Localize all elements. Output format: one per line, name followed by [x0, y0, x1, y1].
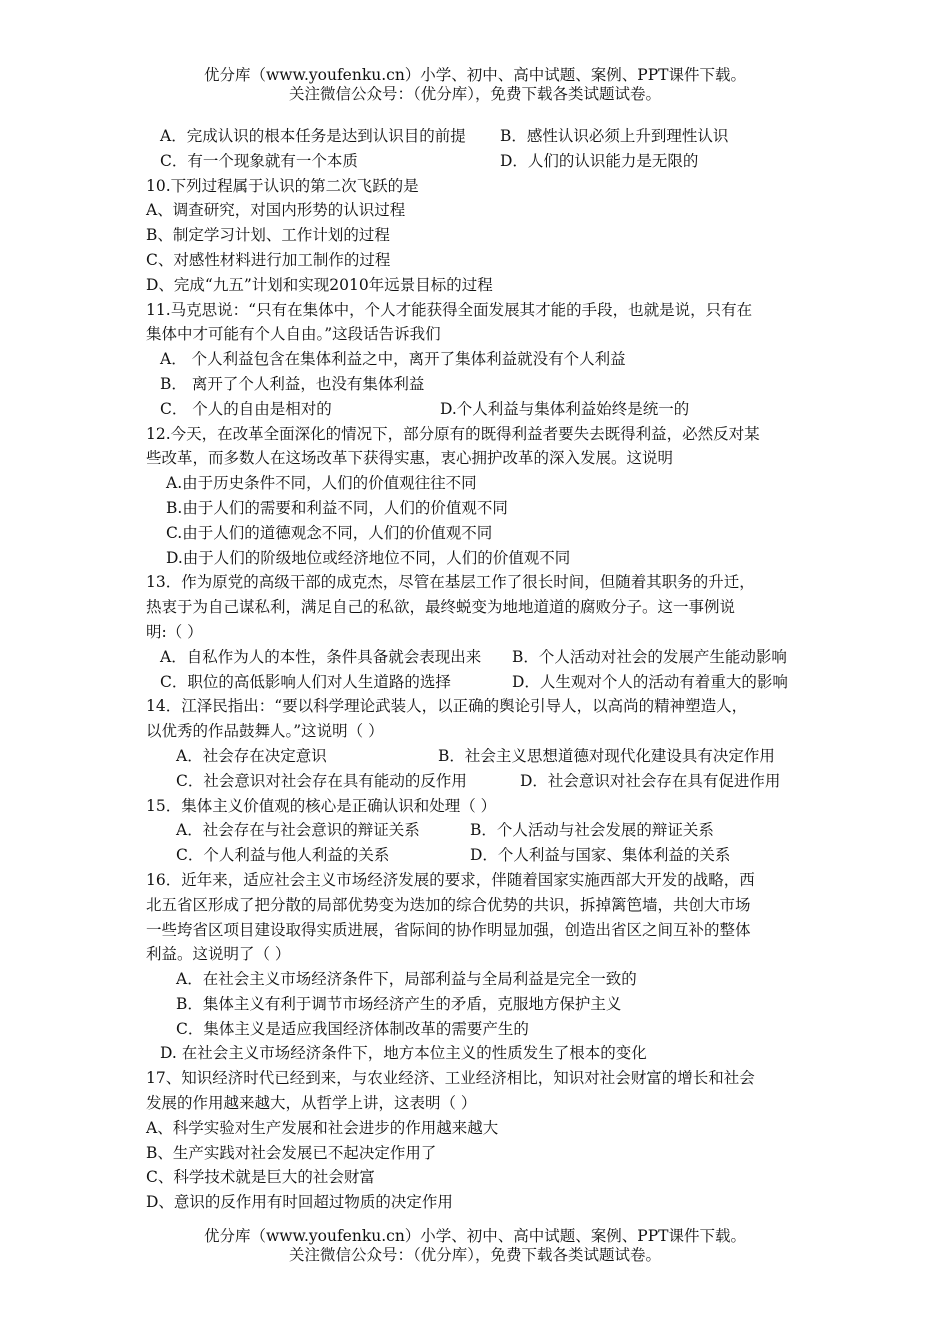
q15-option-a: A．社会存在与社会意识的辩证关系 [176, 821, 420, 840]
q13-options-row-1 [146, 645, 816, 670]
q11-option-a: A． 个人利益包含在集体利益之中，离开了集体利益就没有个人利益 [160, 350, 626, 369]
q9-options-row-1 [146, 124, 816, 149]
q17-option-d: D、意识的反作用有时回超过物质的决定作用 [146, 1193, 453, 1212]
q11-option-b: B． 离开了个人利益，也没有集体利益 [160, 374, 425, 393]
page-footer [0, 1227, 950, 1265]
q17-option-b: B、生产实践对社会发展已不起决定作用了 [146, 1143, 437, 1162]
q11-option-d: D.个人利益与集体利益始终是统一的 [440, 399, 690, 418]
q15-option-d: D．个人利益与国家、集体利益的关系 [470, 846, 731, 865]
question-content [146, 124, 816, 1215]
q15-stem: 15．集体主义价值观的核心是正确认识和处理（ ） [146, 796, 497, 815]
header-line-1: 优分库（www.youfenku.cn）小学、初中、高中试题、案例、PPT课件下载。 [203, 66, 747, 84]
q14-option-a: A．社会存在决定意识 [176, 746, 327, 765]
q17-option-a: A、科学实验对生产发展和社会进步的作用越来越大 [146, 1118, 499, 1137]
q15-option-b: B．个人活动与社会发展的辩证关系 [470, 821, 714, 840]
q13-stem-line-2: 热衷于为自己谋私利，满足自己的私欲，最终蜕变为地地道道的腐败分子。这一事例说 [146, 598, 736, 617]
q13-option-a: A．自私作为人的本性，条件具备就会表现出来 [160, 647, 482, 666]
q16-option-b: B．集体主义有利于调节市场经济产生的矛盾，克服地方保护主义 [176, 994, 622, 1013]
q10-stem: 10.下列过程属于认识的第二次飞跃的是 [146, 176, 419, 195]
q14-stem-line-2: 以优秀的作品鼓舞人。”这说明（ ） [146, 722, 384, 741]
q12-option-c: C.由于人们的道德观念不同，人们的价值观不同 [166, 523, 493, 542]
q14-option-d: D．社会意识对社会存在具有促进作用 [520, 771, 781, 790]
q16-stem-line-3: 一些垮省区项目建设取得实质进展，省际间的协作明显加强，创造出省区之间互补的整体 [146, 920, 751, 939]
q10-option-d: D、完成“九五”计划和实现2010年远景目标的过程 [146, 275, 493, 294]
q9-options-row-2 [146, 149, 816, 174]
q13-option-b: B．个人活动对社会的发展产生能动影响 [512, 647, 787, 666]
q15-options-row-2 [146, 843, 816, 868]
q9-option-b: B．感性认识必须上升到理性认识 [500, 127, 729, 145]
q14-options-row-1 [146, 744, 816, 769]
q13-stem-line-1: 13．作为原党的高级干部的成克杰，尽管在基层工作了很长时间，但随着其职务的升迁， [146, 573, 755, 592]
q12-stem-line-1: 12.今天，在改革全面深化的情况下，部分原有的既得利益者要失去既得利益，必然反对某 [146, 424, 760, 443]
q11-option-c: C． 个人的自由是相对的 [160, 399, 332, 418]
q14-option-b: B．社会主义思想道德对现代化建设具有决定作用 [438, 746, 775, 765]
q16-option-d: D. 在社会主义市场经济条件下，地方本位主义的性质发生了根本的变化 [160, 1044, 647, 1063]
footer-line-1: 优分库（www.youfenku.cn）小学、初中、高中试题、案例、PPT课件下载。 [203, 1227, 747, 1245]
q11-stem-line-2: 集体中才可能有个人自由。”这段话告诉我们 [146, 325, 441, 344]
q13-stem-line-3: 明:（ ） [146, 622, 203, 641]
q13-options-row-2 [146, 670, 816, 695]
q12-option-d: D.由于人们的阶级地位或经济地位不同，人们的价值观不同 [166, 548, 571, 567]
q16-option-c: C．集体主义是适应我国经济体制改革的需要产生的 [176, 1019, 529, 1038]
q16-option-a: A．在社会主义市场经济条件下，局部利益与全局利益是完全一致的 [176, 970, 637, 989]
q14-stem-line-1: 14．江泽民指出：“要以科学理论武装人，以正确的舆论引导人，以高尚的精神塑造人， [146, 697, 748, 716]
q15-option-c: C．个人利益与他人利益的关系 [176, 846, 390, 865]
q12-option-b: B.由于人们的需要和利益不同，人们的价值观不同 [166, 498, 508, 517]
q9-option-c: C．有一个现象就有一个本质 [160, 151, 358, 170]
q13-option-c: C．职位的高低影响人们对人生道路的选择 [160, 672, 451, 691]
q13-option-d: D．人生观对个人的活动有着重大的影响 [512, 672, 788, 691]
q15-options-row-1 [146, 818, 816, 843]
q16-stem-line-1: 16．近年来，适应社会主义市场经济发展的要求，伴随着国家实施西部大开发的战略，西 [146, 870, 755, 889]
q16-stem-line-4: 利益。这说明了（ ） [146, 945, 291, 964]
q17-stem-line-2: 发展的作用越来越大，从哲学上讲，这表明（ ） [146, 1094, 477, 1113]
footer-line-2: 关注微信公众号：（优分库），免费下载各类试题试卷。 [288, 1246, 661, 1264]
q14-option-c: C．社会意识对社会存在具有能动的反作用 [176, 771, 467, 790]
q11-stem-line-1: 11.马克思说：“只有在集体中，个人才能获得全面发展其才能的手段，也就是说，只有在 [146, 300, 753, 319]
q10-option-a: A、调查研究，对国内形势的认识过程 [146, 201, 406, 220]
q17-stem-line-1: 17、知识经济时代已经到来，与农业经济、工业经济相比，知识对社会财富的增长和社会 [146, 1069, 755, 1088]
q10-option-c: C、对感性材料进行加工制作的过程 [146, 250, 391, 269]
q16-stem-line-2: 北五省区形成了把分散的局部优势变为迭加的综合优势的共识，拆掉篱笆墙，共创大市场 [146, 895, 751, 914]
q12-stem-line-2: 些改革，而多数人在这场改革下获得实惠，衷心拥护改革的深入发展。这说明 [146, 449, 674, 468]
q11-options-row [146, 397, 816, 422]
header-line-2: 关注微信公众号：（优分库），免费下载各类试题试卷。 [288, 85, 661, 103]
q9-option-d: D．人们的认识能力是无限的 [500, 151, 699, 170]
q12-option-a: A.由于历史条件不同，人们的价值观往往不同 [166, 474, 477, 493]
q14-options-row-2 [146, 769, 816, 794]
q9-option-a: A．完成认识的根本任务是达到认识目的前提 [160, 127, 466, 145]
q17-option-c: C、科学技术就是巨大的社会财富 [146, 1168, 375, 1187]
q10-option-b: B、制定学习计划、工作计划的过程 [146, 226, 390, 245]
page-header [0, 66, 950, 104]
